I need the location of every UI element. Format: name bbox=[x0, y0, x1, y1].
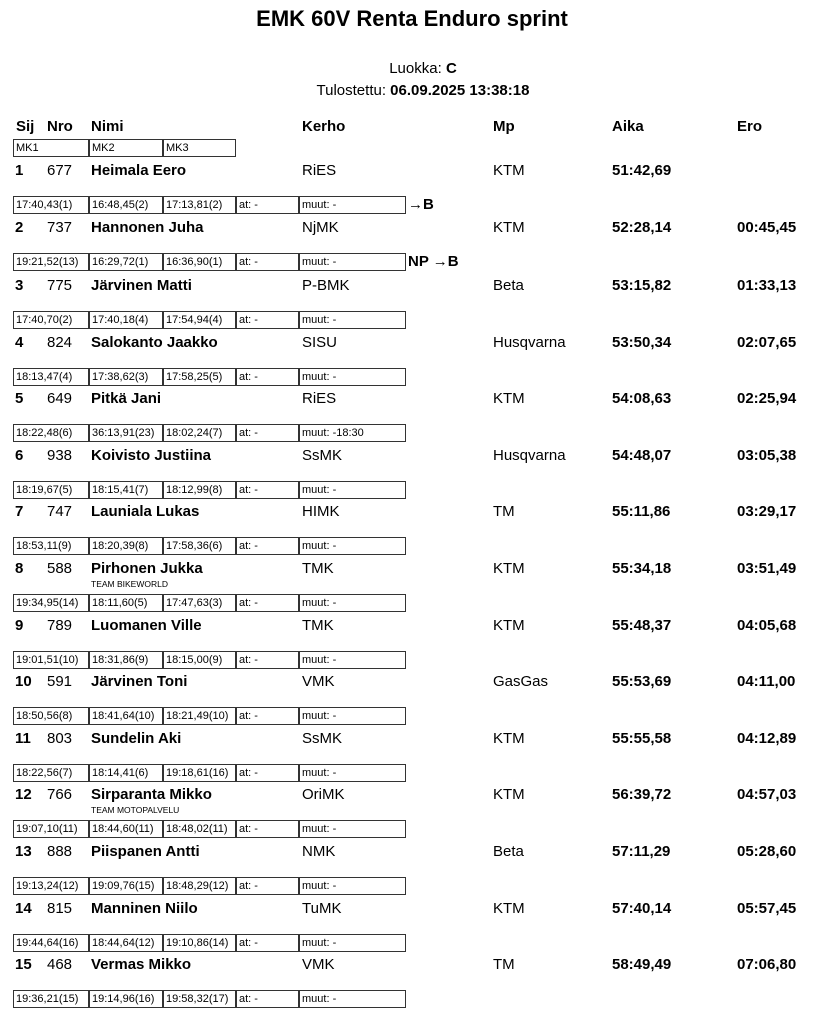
row-muut-box: muut: - bbox=[299, 820, 406, 838]
row-gap: 04:11,00 bbox=[737, 673, 796, 690]
row-bike: KTM bbox=[493, 560, 525, 577]
row-mk3-box: 18:48,02(11) bbox=[163, 820, 236, 838]
row-club: TMK bbox=[302, 560, 334, 577]
row-mk2-box: 36:13,91(23) bbox=[89, 424, 163, 442]
row-club: NMK bbox=[302, 843, 336, 860]
row-club: RiES bbox=[302, 390, 337, 407]
row-num: 468 bbox=[47, 956, 73, 973]
row-time: 55:34,18 bbox=[612, 560, 672, 577]
row-at-box: at: - bbox=[236, 707, 299, 725]
row-at-box: at: - bbox=[236, 481, 299, 499]
row-bike: KTM bbox=[493, 390, 525, 407]
row-team: TEAM BIKEWORLD bbox=[91, 579, 168, 589]
row-mk2-box: 18:44,64(12) bbox=[89, 934, 163, 952]
header-gap: Ero bbox=[737, 118, 763, 135]
row-pos: 5 bbox=[15, 390, 24, 407]
row-bike: Beta bbox=[493, 277, 524, 294]
row-name: Sundelin Aki bbox=[91, 730, 182, 747]
row-mk3-box: 16:36,90(1) bbox=[163, 253, 236, 271]
row-gap: 05:57,45 bbox=[737, 900, 797, 917]
row-gap: 04:57,03 bbox=[737, 786, 797, 803]
row-mk3-box: 18:02,24(7) bbox=[163, 424, 236, 442]
row-club: HIMK bbox=[302, 503, 340, 520]
row-pos: 3 bbox=[15, 277, 24, 294]
row-name: Koivisto Justiina bbox=[91, 447, 212, 464]
row-num: 649 bbox=[47, 390, 73, 407]
row-name: Pitkä Jani bbox=[91, 390, 162, 407]
row-pos: 11 bbox=[15, 730, 31, 747]
row-muut-box: muut: - bbox=[299, 311, 406, 329]
row-name: Järvinen Toni bbox=[91, 673, 188, 690]
row-time: 57:40,14 bbox=[612, 900, 672, 917]
row-muut-box: muut: - bbox=[299, 537, 406, 555]
row-club: P-BMK bbox=[302, 277, 350, 294]
header-stage-3: MK3 bbox=[163, 139, 236, 157]
row-mk2-box: 16:29,72(1) bbox=[89, 253, 163, 271]
row-num: 677 bbox=[47, 162, 73, 179]
row-num: 824 bbox=[47, 334, 73, 351]
row-pos: 8 bbox=[15, 560, 24, 577]
row-gap: 03:51,49 bbox=[737, 560, 797, 577]
header-stage-2: MK2 bbox=[89, 139, 163, 157]
row-club: OriMK bbox=[302, 786, 345, 803]
row-mk3-box: 17:58,25(5) bbox=[163, 368, 236, 386]
row-mk2-box: 19:14,96(16) bbox=[89, 990, 163, 1008]
row-time: 53:50,34 bbox=[612, 334, 672, 351]
row-pos: 6 bbox=[15, 447, 24, 464]
row-mk1-box: 18:50,56(8) bbox=[13, 707, 89, 725]
row-num: 591 bbox=[47, 673, 73, 690]
row-pos: 10 bbox=[15, 673, 32, 690]
row-bike: TM bbox=[493, 956, 515, 973]
row-mk3-box: 19:10,86(14) bbox=[163, 934, 236, 952]
row-note: NP →B bbox=[408, 253, 459, 270]
row-num: 747 bbox=[47, 503, 73, 520]
row-mk1-box: 19:13,24(12) bbox=[13, 877, 89, 895]
row-gap: 02:07,65 bbox=[737, 334, 797, 351]
row-muut-box: muut: -18:30 bbox=[299, 424, 406, 442]
row-muut-box: muut: - bbox=[299, 481, 406, 499]
header-num: Nro bbox=[47, 118, 73, 135]
row-pos: 2 bbox=[15, 219, 24, 236]
row-mk1-box: 19:01,51(10) bbox=[13, 651, 89, 669]
row-at-box: at: - bbox=[236, 368, 299, 386]
row-bike: KTM bbox=[493, 730, 525, 747]
row-at-box: at: - bbox=[236, 253, 299, 271]
row-time: 57:11,29 bbox=[612, 843, 671, 860]
row-pos: 7 bbox=[15, 503, 24, 520]
row-mk3-box: 19:18,61(16) bbox=[163, 764, 236, 782]
row-mk3-box: 18:15,00(9) bbox=[163, 651, 236, 669]
row-mk2-box: 19:09,76(15) bbox=[89, 877, 163, 895]
class-value: C bbox=[445, 60, 457, 77]
row-pos: 13 bbox=[15, 843, 32, 860]
row-muut-box: muut: - bbox=[299, 651, 406, 669]
row-bike: KTM bbox=[493, 617, 525, 634]
row-club: SsMK bbox=[302, 447, 343, 464]
row-muut-box: muut: - bbox=[299, 990, 406, 1008]
row-time: 52:28,14 bbox=[612, 219, 672, 236]
row-bike: KTM bbox=[493, 900, 525, 917]
printed-value: 06.09.2025 13:38:18 bbox=[390, 82, 530, 99]
row-mk3-box: 19:58,32(17) bbox=[163, 990, 236, 1008]
row-muut-box: muut: - bbox=[299, 877, 406, 895]
header-stage-1: MK1 bbox=[13, 139, 89, 157]
row-name: Järvinen Matti bbox=[91, 277, 192, 294]
row-time: 55:55,58 bbox=[612, 730, 672, 747]
row-name: Sirparanta Mikko bbox=[91, 786, 212, 803]
row-num: 888 bbox=[47, 843, 73, 860]
row-pos: 14 bbox=[15, 900, 32, 917]
row-num: 737 bbox=[47, 219, 73, 236]
header-club: Kerho bbox=[302, 118, 346, 135]
row-at-box: at: - bbox=[236, 594, 299, 612]
row-bike: KTM bbox=[493, 219, 525, 236]
row-mk3-box: 18:48,29(12) bbox=[163, 877, 236, 895]
row-num: 588 bbox=[47, 560, 73, 577]
row-team: TEAM MOTOPALVELU bbox=[91, 805, 180, 815]
row-time: 51:42,69 bbox=[612, 162, 672, 179]
row-mk2-box: 18:44,60(11) bbox=[89, 820, 163, 838]
row-time: 54:48,07 bbox=[612, 447, 672, 464]
row-bike: KTM bbox=[493, 786, 525, 803]
header-name: Nimi bbox=[91, 118, 124, 135]
row-mk1-box: 19:44,64(16) bbox=[13, 934, 89, 952]
row-muut-box: muut: - bbox=[299, 368, 406, 386]
row-name: Heimala Eero bbox=[91, 162, 187, 179]
row-mk1-box: 19:36,21(15) bbox=[13, 990, 89, 1008]
row-gap: 07:06,80 bbox=[737, 956, 797, 973]
row-gap: 05:28,60 bbox=[737, 843, 797, 860]
row-name: Luomanen Ville bbox=[91, 617, 202, 634]
row-club: TuMK bbox=[302, 900, 342, 917]
row-bike: Husqvarna bbox=[493, 334, 566, 351]
row-name: Pirhonen Jukka bbox=[91, 560, 203, 577]
row-at-box: at: - bbox=[236, 877, 299, 895]
row-time: 55:11,86 bbox=[612, 503, 671, 520]
row-bike: KTM bbox=[493, 162, 525, 179]
row-mk3-box: 18:21,49(10) bbox=[163, 707, 236, 725]
row-mk2-box: 17:38,62(3) bbox=[89, 368, 163, 386]
row-mk2-box: 18:14,41(6) bbox=[89, 764, 163, 782]
row-num: 803 bbox=[47, 730, 73, 747]
row-muut-box: muut: - bbox=[299, 594, 406, 612]
row-at-box: at: - bbox=[236, 651, 299, 669]
row-at-box: at: - bbox=[236, 934, 299, 952]
row-gap: 00:45,45 bbox=[737, 219, 797, 236]
header-time: Aika bbox=[612, 118, 644, 135]
row-muut-box: muut: - bbox=[299, 764, 406, 782]
row-mk1-box: 18:13,47(4) bbox=[13, 368, 89, 386]
row-pos: 4 bbox=[15, 334, 24, 351]
row-name: Hannonen Juha bbox=[91, 219, 204, 236]
row-mk3-box: 17:58,36(6) bbox=[163, 537, 236, 555]
row-time: 56:39,72 bbox=[612, 786, 672, 803]
row-name: Salokanto Jaakko bbox=[91, 334, 218, 351]
row-mk2-box: 18:41,64(10) bbox=[89, 707, 163, 725]
row-mk2-box: 16:48,45(2) bbox=[89, 196, 163, 214]
row-at-box: at: - bbox=[236, 424, 299, 442]
row-name: Launiala Lukas bbox=[91, 503, 200, 520]
row-mk1-box: 18:53,11(9) bbox=[13, 537, 89, 555]
row-muut-box: muut: - bbox=[299, 196, 406, 214]
row-name: Piispanen Antti bbox=[91, 843, 200, 860]
row-club: VMK bbox=[302, 956, 335, 973]
row-muut-box: muut: - bbox=[299, 707, 406, 725]
row-bike: Beta bbox=[493, 843, 524, 860]
row-pos: 15 bbox=[15, 956, 32, 973]
row-club: TMK bbox=[302, 617, 334, 634]
row-club: SsMK bbox=[302, 730, 343, 747]
row-mk3-box: 17:47,63(3) bbox=[163, 594, 236, 612]
row-time: 58:49,49 bbox=[612, 956, 672, 973]
row-mk1-box: 19:21,52(13) bbox=[13, 253, 89, 271]
header-pos: Sij bbox=[16, 118, 35, 135]
row-mk3-box: 18:12,99(8) bbox=[163, 481, 236, 499]
row-gap: 02:25,94 bbox=[737, 390, 797, 407]
row-name: Manninen Niilo bbox=[91, 900, 198, 917]
row-bike: GasGas bbox=[493, 673, 549, 690]
row-mk1-box: 17:40,70(2) bbox=[13, 311, 89, 329]
row-gap: 03:29,17 bbox=[737, 503, 797, 520]
row-pos: 9 bbox=[15, 617, 24, 634]
row-gap: 04:12,89 bbox=[737, 730, 797, 747]
page-title: EMK 60V Renta Enduro sprint bbox=[256, 6, 568, 31]
row-gap: 04:05,68 bbox=[737, 617, 797, 634]
row-mk1-box: 18:22,56(7) bbox=[13, 764, 89, 782]
row-mk2-box: 18:20,39(8) bbox=[89, 537, 163, 555]
row-time: 54:08,63 bbox=[612, 390, 672, 407]
row-bike: TM bbox=[493, 503, 515, 520]
row-pos: 1 bbox=[15, 162, 24, 179]
row-mk1-box: 17:40,43(1) bbox=[13, 196, 89, 214]
row-at-box: at: - bbox=[236, 196, 299, 214]
row-club: VMK bbox=[302, 673, 335, 690]
row-at-box: at: - bbox=[236, 990, 299, 1008]
row-mk1-box: 19:07,10(11) bbox=[13, 820, 89, 838]
row-name: Vermas Mikko bbox=[91, 956, 192, 973]
class-label: Luokka: bbox=[389, 60, 442, 77]
printed-line bbox=[0, 82, 824, 99]
row-mk1-box: 18:22,48(6) bbox=[13, 424, 89, 442]
row-mk1-box: 19:34,95(14) bbox=[13, 594, 89, 612]
row-mk2-box: 18:11,60(5) bbox=[89, 594, 163, 612]
row-mk3-box: 17:54,94(4) bbox=[163, 311, 236, 329]
row-pos: 12 bbox=[15, 786, 32, 803]
row-num: 789 bbox=[47, 617, 73, 634]
row-mk3-box: 17:13,81(2) bbox=[163, 196, 236, 214]
row-time: 53:15,82 bbox=[612, 277, 672, 294]
row-num: 815 bbox=[47, 900, 73, 917]
row-at-box: at: - bbox=[236, 311, 299, 329]
row-bike: Husqvarna bbox=[493, 447, 566, 464]
row-club: NjMK bbox=[302, 219, 339, 236]
row-time: 55:53,69 bbox=[612, 673, 672, 690]
row-num: 938 bbox=[47, 447, 73, 464]
header-bike: Mp bbox=[493, 118, 515, 135]
row-at-box: at: - bbox=[236, 820, 299, 838]
row-at-box: at: - bbox=[236, 764, 299, 782]
row-gap: 01:33,13 bbox=[737, 277, 797, 294]
printed-label: Tulostettu: bbox=[316, 82, 386, 99]
row-mk2-box: 18:31,86(9) bbox=[89, 651, 163, 669]
row-note: →B bbox=[408, 196, 434, 213]
row-time: 55:48,37 bbox=[612, 617, 672, 634]
row-num: 766 bbox=[47, 786, 73, 803]
row-club: RiES bbox=[302, 162, 337, 179]
class-line bbox=[0, 60, 824, 77]
row-club: SISU bbox=[302, 334, 338, 351]
row-mk1-box: 18:19,67(5) bbox=[13, 481, 89, 499]
row-num: 775 bbox=[47, 277, 73, 294]
row-gap: 03:05,38 bbox=[737, 447, 797, 464]
row-at-box: at: - bbox=[236, 537, 299, 555]
row-mk2-box: 17:40,18(4) bbox=[89, 311, 163, 329]
row-mk2-box: 18:15,41(7) bbox=[89, 481, 163, 499]
row-muut-box: muut: - bbox=[299, 253, 406, 271]
row-muut-box: muut: - bbox=[299, 934, 406, 952]
